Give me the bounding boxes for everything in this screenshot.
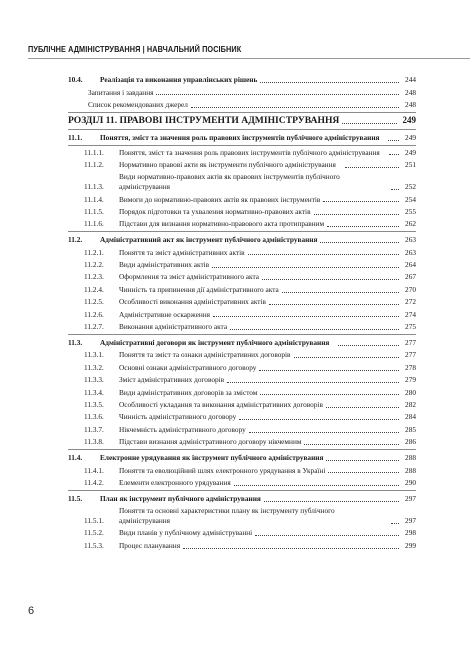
toc-entry-title: РОЗДІЛ 11. ПРАВОВІ ІНСТРУМЕНТИ АДМІНІСТРУВАННЯ [68,114,340,126]
dot-leader [338,345,399,346]
toc-entry-number: 11.2.2. [84,260,104,270]
toc-entry-number: 11.4. [68,453,83,463]
toc-entry-number: 11.3. [68,338,83,347]
toc-entry-page: 282 [405,399,416,409]
toc-entry[interactable] [68,494,416,504]
toc-entry-number: 11.1.4. [84,194,104,204]
toc-entry-body [119,541,416,551]
dot-leader [323,201,399,202]
dot-leader [248,254,399,255]
toc-entry-title: Вимоги до нормативно-правових актів як правових інструментів [119,194,321,204]
toc-entry-page: 288 [405,453,416,463]
toc-entry[interactable] [68,75,416,85]
dot-leader [264,501,399,502]
dot-leader [213,316,399,317]
toc-entry-body [119,285,416,295]
dot-leader [327,226,399,227]
toc-entry-title: Порядок підготовки та ухвалення нормативно-правових актів [119,206,311,216]
toc-entry[interactable] [68,466,416,476]
dot-leader [239,419,399,420]
toc-entry-page: 244 [405,75,416,85]
toc-entry-title: Оформлення та зміст адміністративного акта [119,272,260,282]
dot-leader [282,292,399,293]
toc-entry-page: 275 [405,322,416,332]
toc-entry-title: Чинність та припинення дії адміністративного акта [119,284,279,294]
toc-entry-body [100,133,416,143]
toc-entry-body [100,75,416,85]
toc-entry[interactable] [68,235,416,245]
toc-entry[interactable] [68,363,416,373]
toc-entry[interactable] [68,375,416,385]
toc-entry[interactable] [68,260,416,270]
toc-entry-title: Адміністративні договори як інструмент публічного адміністрування [100,338,330,347]
toc-entry-number: 11.1.5. [84,206,104,216]
toc-entry[interactable] [68,400,416,410]
toc-entry-page: 285 [405,424,416,434]
toc-entry-title: Види планів у публічному адмініструванні [119,528,253,538]
toc-entry-body [119,437,416,447]
toc-entry-number: 11.3.6. [84,412,104,422]
toc-entry[interactable] [68,207,416,217]
toc-entry-title: Поняття та зміст та ознаки адміністративних договорів [119,350,291,360]
toc-entry[interactable] [68,285,416,295]
toc-entry[interactable] [68,160,416,170]
toc-entry[interactable] [68,338,416,348]
toc-entry-page: 263 [405,247,416,257]
dot-leader [320,242,399,243]
section-divider [68,490,416,491]
toc-entry-page: 297 [405,516,416,526]
toc-entry-body [119,528,416,538]
dot-leader [304,444,399,445]
toc-entry-number: 11.2.5. [84,297,104,307]
toc-entry-body [119,388,416,398]
toc-entry-title: Види адміністративних актів [119,260,210,270]
toc-entry-page: 251 [405,159,416,169]
toc-entry[interactable] [68,248,416,258]
toc-entry-page: 252 [405,182,416,192]
dot-leader [230,329,399,330]
dot-leader [326,460,399,461]
toc-entry-body [119,195,416,205]
toc-entry-title: Особливості виконання адміністративних актів [119,297,266,307]
toc-entry-body [119,297,416,307]
toc-entry-title: Підстави визнання адміністративного договору нікчемним [119,437,302,447]
toc-entry-title: Зміст адміністративних договорів [119,375,225,385]
toc-entry-title: Список рекомендованих джерел [88,99,188,109]
toc-entry-number: 10.4. [68,75,83,85]
toc-entry[interactable] [68,437,416,447]
toc-entry-number: 11.1. [68,132,83,142]
dot-leader [328,472,399,473]
toc-entry-number: 11.3.4. [84,387,104,397]
dot-leader [183,548,399,549]
dot-leader [342,123,397,124]
toc-entry[interactable] [68,541,416,551]
running-header: ПУБЛІЧНЕ АДМІНІСТРУВАННЯ | НАВЧАЛЬНИЙ ПОСІБНИК [28,44,242,54]
dot-leader [212,267,399,268]
toc-entry-number: 11.3.7. [84,424,104,434]
toc-entry-number: 11.2.6. [84,309,104,319]
toc-entry-page: 290 [405,477,416,487]
toc-entry[interactable] [68,506,416,526]
toc-entry[interactable] [68,350,416,360]
toc-entry-title: Процес планування [119,540,181,550]
toc-entry-body [119,248,416,258]
toc-entry-title: Електронне урядування як інструмент публічного адміністрування [100,453,324,463]
dot-leader [389,154,399,155]
toc-entry-page: 270 [405,284,416,294]
toc-entry[interactable] [68,310,416,320]
toc-entry-title: Елементи електронного урядування [119,477,231,487]
toc-entry-page: 272 [405,297,416,307]
dot-leader [388,140,399,141]
section-divider [68,449,416,450]
toc-entry-body [100,453,416,463]
toc-entry-body [119,160,416,170]
toc-entry-page: 248 [405,87,416,97]
toc-entry-page: 249 [405,147,416,157]
toc-entry[interactable] [68,478,416,488]
toc-entry-page: 299 [405,540,416,550]
toc-entry-title: Нікчемність адміністративного договору [119,424,246,434]
toc-entry-page: 262 [405,219,416,229]
toc-entry-title: Особливості укладання та виконання адміністративних договорів [119,399,323,409]
dot-leader [391,189,399,190]
toc-entry-number: 11.2. [68,235,83,245]
toc-entry-body [119,172,416,192]
toc-entry-body [119,478,416,488]
toc-entry-title: Поняття та зміст адміністративних актів [119,247,245,257]
toc-entry-number: 11.3.3. [84,375,104,385]
toc-entry-number: 11.2.7. [84,322,104,332]
toc-entry-page: 248 [405,99,416,109]
toc-entry-number: 11.3.1. [84,350,104,360]
toc-entry-body [119,375,416,385]
toc-entry-title: Адміністративне оскарження [119,309,211,319]
toc-entry-number: 11.2.1. [84,247,104,257]
dot-leader [259,370,399,371]
section-divider [68,231,416,232]
toc-entry-page: 280 [405,387,416,397]
toc-entry-body [100,338,416,348]
toc-entry-number: 11.5.2. [84,528,104,538]
toc-entry-number: 11.3.8. [84,437,104,447]
dot-leader [294,357,400,358]
toc-entry[interactable] [68,453,416,463]
toc-entry-page: 286 [405,437,416,447]
toc-entry-number: 11.1.1. [84,147,104,157]
dot-leader [345,167,399,168]
table-of-contents [68,72,416,551]
section-divider [68,145,416,146]
toc-entry-page: 288 [405,465,416,475]
toc-entry-number: 11.2.3. [84,272,104,282]
toc-entry[interactable] [68,388,416,398]
toc-entry[interactable] [68,148,416,158]
toc-entry-body [88,100,416,110]
dot-leader [156,94,399,95]
toc-entry-body [119,207,416,217]
toc-entry-title: Поняття та еволюційний шлях електронного урядування в Україні [119,465,326,475]
toc-entry-page: 297 [405,493,416,503]
toc-entry-body [119,272,416,282]
toc-entry-page: 249 [405,132,416,142]
toc-entry-title: Адміністративний акт як інструмент публічного адміністрування [100,235,318,245]
dot-leader [255,535,399,536]
toc-entry[interactable] [68,100,416,110]
section-divider [68,112,416,113]
toc-entry-body [119,400,416,410]
toc-entry[interactable] [68,133,416,143]
dot-leader [249,432,399,433]
toc-entry[interactable] [68,116,416,126]
dot-leader [191,107,399,108]
dot-leader [262,279,399,280]
toc-entry-title: Реалізація та виконання управлінських рішень [100,75,258,85]
toc-entry-number: 11.5.3. [84,540,104,550]
toc-entry-body [88,88,416,98]
toc-entry-title: Поняття, зміст та значення роль правових інструментів публічного адміністрування [119,147,380,157]
toc-entry-title: Чинність адміністративного договору [119,412,237,422]
toc-entry-title: Поняття та основні характеристики плану як інструменту публічного адміністрування [119,506,335,526]
toc-entry-body [119,425,416,435]
toc-entry-number: 11.1.2. [84,159,104,169]
dot-leader [314,214,399,215]
toc-entry-body [119,219,416,229]
page-number: 6 [28,605,35,617]
toc-entry-body [100,235,416,245]
dot-leader [227,382,399,383]
toc-entry-page: 298 [405,528,416,538]
toc-entry[interactable] [68,172,416,192]
dot-leader [234,485,399,486]
toc-entry-title: Запитання і завдання [88,87,154,97]
toc-entry-page: 284 [405,412,416,422]
toc-entry-number: 11.5. [68,493,83,503]
toc-entry-title: Основні ознаки адміністративного договору [119,362,257,372]
toc-entry-page: 263 [405,235,416,245]
dot-leader [260,394,399,395]
toc-entry-body [119,350,416,360]
toc-entry-body [119,363,416,373]
toc-entry-body [119,412,416,422]
toc-entry-number: 11.5.1. [84,516,104,526]
section-divider [68,129,416,130]
dot-leader [269,304,399,305]
toc-entry[interactable] [68,528,416,538]
toc-entry-number: 11.2.4. [84,284,104,294]
toc-entry-page: 264 [405,260,416,270]
dot-leader [326,407,399,408]
toc-entry-body [119,506,416,526]
toc-entry-body [68,116,416,126]
toc-entry[interactable] [68,297,416,307]
toc-entry-title: Види нормативно-правових актів як правових інструментів публічного адміністрування [119,172,340,192]
toc-entry[interactable] [68,219,416,229]
toc-entry[interactable] [68,195,416,205]
section-divider [68,334,416,335]
dot-leader [391,523,399,524]
toc-entry-title: Види адміністративних договорів за змістом [119,387,258,397]
toc-entry-page: 255 [405,206,416,216]
toc-entry-title: Виконання адміністративного акта [119,322,228,332]
toc-entry[interactable] [68,322,416,332]
toc-entry-body [119,322,416,332]
toc-entry[interactable] [68,412,416,422]
toc-entry-title: Підстави для визнання нормативно-правового акта протиправним [119,219,325,229]
toc-entry-page: 254 [405,194,416,204]
toc-entry-number: 11.1.3. [84,182,104,192]
toc-entry-page: 277 [405,350,416,360]
toc-entry-number: 11.4.1. [84,465,104,475]
toc-entry[interactable] [68,88,416,98]
toc-entry-page: 249 [402,114,416,125]
toc-entry-title: План як інструмент публічного адміністрування [100,493,261,503]
toc-entry-number: 11.1.6. [84,219,104,229]
toc-entry-body [119,260,416,270]
toc-entry-page: 277 [405,338,416,347]
toc-entry-number: 11.4.2. [84,477,104,487]
toc-entry-page: 278 [405,362,416,372]
toc-entry-number: 11.3.2. [84,362,104,372]
toc-entry[interactable] [68,272,416,282]
toc-entry-page: 267 [405,272,416,282]
toc-entry-page: 279 [405,375,416,385]
toc-entry-body [119,148,416,158]
header-rule [28,58,470,59]
toc-entry-body [100,494,416,504]
toc-entry-title: Поняття, зміст та значення роль правових інструментів публічного адміністрування [100,132,380,142]
toc-entry-page: 274 [405,309,416,319]
toc-entry-title: Нормативно правові акти як інструменти публічного адміністрування [119,159,336,169]
toc-entry[interactable] [68,425,416,435]
toc-entry-number: 11.3.5. [84,399,104,409]
toc-entry-body [119,466,416,476]
toc-entry-body [119,310,416,320]
dot-leader [260,82,399,83]
